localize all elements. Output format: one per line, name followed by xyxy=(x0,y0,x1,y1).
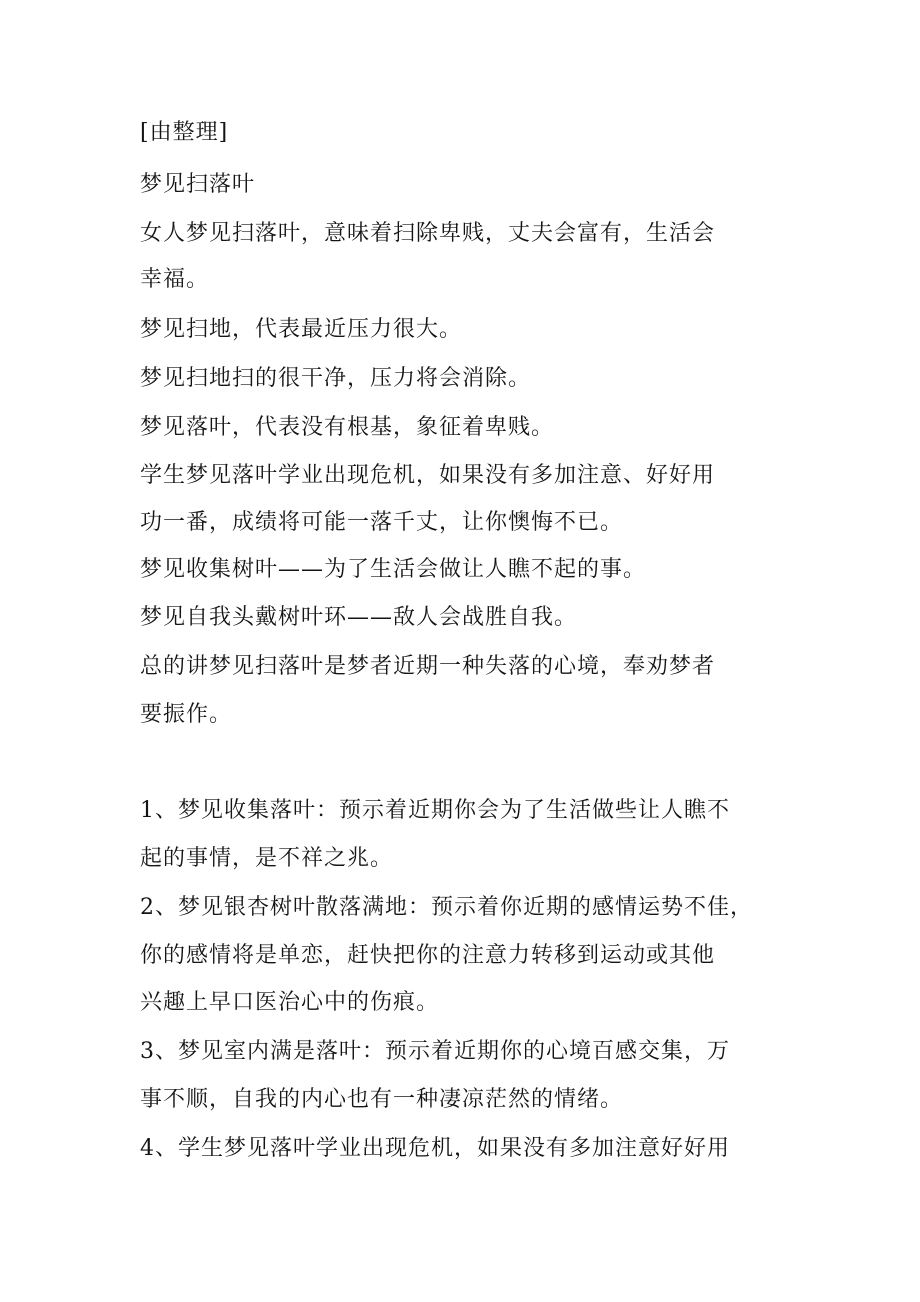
list-item-line: 兴趣上早口医治心中的伤痕。 xyxy=(140,990,440,1015)
list-item-line: 3、梦见室内满是落叶：预示着近期你的心境百感交集，万 xyxy=(140,1039,730,1064)
list-item-line: 起的事情，是不祥之兆。 xyxy=(140,846,394,871)
text-line: 梦见收集树叶——为了生活会做让人瞧不起的事。 xyxy=(140,557,647,582)
text-line: 女人梦见扫落叶，意味着扫除卑贱，丈夫会富有，生活会 xyxy=(140,221,716,246)
text-line: 梦见落叶，代表没有根基，象征着卑贱。 xyxy=(140,415,555,440)
text-line: 学生梦见落叶学业出现危机，如果没有多加注意、好好用 xyxy=(140,463,716,488)
text-line: 幸福。 xyxy=(140,267,210,292)
list-item-line: 事不顺，自我的内心也有一种凄凉茫然的情绪。 xyxy=(140,1087,624,1112)
list-item-line: 4、学生梦见落叶学业出现危机，如果没有多加注意好好用 xyxy=(140,1136,730,1161)
text-line: 梦见扫地扫的很干净，压力将会消除。 xyxy=(140,366,532,391)
text-line: 功一番，成绩将可能一落千丈，让你懊悔不已。 xyxy=(140,510,624,535)
text-line: 梦见自我头戴树叶环——敌人会战胜自我。 xyxy=(140,605,578,630)
text-line: 要振作。 xyxy=(140,702,233,727)
document-title: 梦见扫落叶 xyxy=(140,172,256,197)
text-line: 总的讲梦见扫落叶是梦者近期一种失落的心境，奉劝梦者 xyxy=(140,654,716,679)
document-header: [由整理] xyxy=(140,120,229,145)
text-line: 梦见扫地，代表最近压力很大。 xyxy=(140,317,463,342)
list-item-line: 1、梦见收集落叶：预示着近期你会为了生活做些让人瞧不 xyxy=(140,798,730,823)
list-item-line: 你的感情将是单恋，赶快把你的注意力转移到运动或其他 xyxy=(140,943,716,968)
list-item-line: 2、梦见银杏树叶散落满地：预示着你近期的感情运势不佳， xyxy=(140,895,753,920)
